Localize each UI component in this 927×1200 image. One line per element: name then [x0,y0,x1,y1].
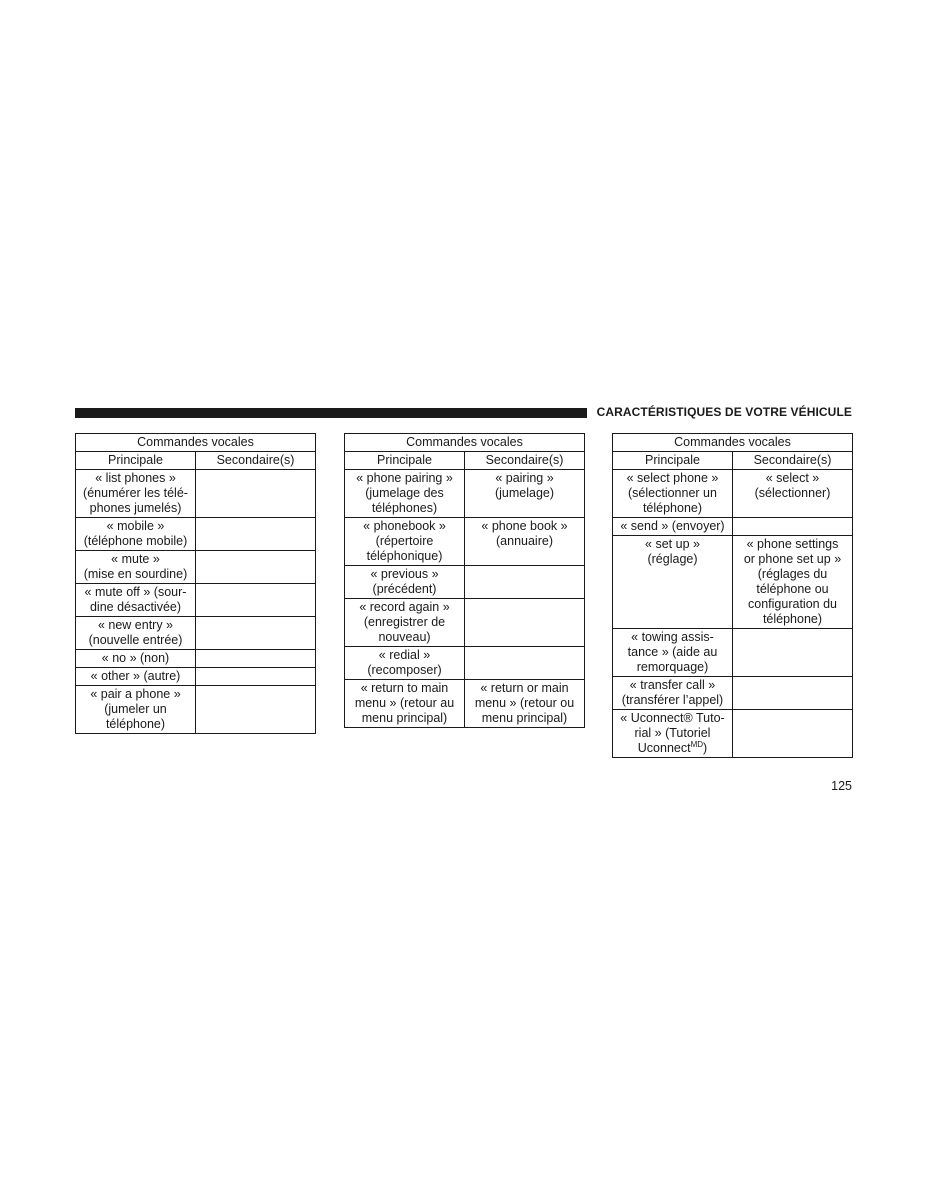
table-row [345,518,585,566]
primary-command: « phonebook » (répertoire téléphonique) [345,518,465,566]
voice-commands-table-3 [612,433,853,758]
primary-command: « send » (envoyer) [613,518,733,536]
table-row [76,668,316,686]
table-row [76,617,316,650]
primary-command: « pair a phone » (jumeler un téléphone) [76,686,196,734]
column-header-secondary: Secondaire(s) [465,452,585,470]
table-caption-row [345,434,585,452]
secondary-command: « phone settings or phone set up » (réglages du téléphone ou configuration du téléphone) [733,536,853,629]
table-caption: Commandes vocales [613,434,853,452]
table-row [613,470,853,518]
table-row [76,686,316,734]
table-row [613,518,853,536]
secondary-command [733,629,853,677]
table-row [345,599,585,647]
table-row [76,518,316,551]
primary-command: « transfer call » (transférer l’appel) [613,677,733,710]
primary-command: « select phone » (sélectionner un téléphone) [613,470,733,518]
voice-commands-table-1 [75,433,316,734]
secondary-command [465,566,585,599]
primary-command: « mute » (mise en sourdine) [76,551,196,584]
table-row [613,710,853,758]
table-caption-row [613,434,853,452]
column-header-primary: Principale [613,452,733,470]
table-row [613,677,853,710]
primary-command: « mobile » (téléphone mobile) [76,518,196,551]
table-row [345,680,585,728]
table-row [345,647,585,680]
secondary-command [196,518,316,551]
primary-command-close: ) [703,741,708,755]
secondary-command: « select » (sélectionner) [733,470,853,518]
primary-command: « new entry » (nouvelle entrée) [76,617,196,650]
secondary-command [196,584,316,617]
column-header-primary: Principale [345,452,465,470]
secondary-command [196,470,316,518]
secondary-command [196,617,316,650]
table-header-row [613,452,853,470]
secondary-command [196,551,316,584]
section-header-bar [75,408,587,418]
table-row [613,629,853,677]
primary-command: « return to main menu » (retour au menu principal) [345,680,465,728]
primary-command: « phone pairing » (jumelage des téléphones) [345,470,465,518]
primary-command: « other » (autre) [76,668,196,686]
secondary-command [733,518,853,536]
table-header-row [345,452,585,470]
secondary-command: « phone book » (annuaire) [465,518,585,566]
primary-command [613,710,733,758]
primary-command-text: « Uconnect® Tuto- rial » (Tutoriel Uconnect [620,711,725,755]
voice-commands-table-2 [344,433,585,728]
secondary-command [733,710,853,758]
primary-command: « towing assis- tance » (aide au remorquage) [613,629,733,677]
primary-command: « mute off » (sour- dine désactivée) [76,584,196,617]
primary-command: « no » (non) [76,650,196,668]
table-caption-row [76,434,316,452]
primary-command: « redial » (recomposer) [345,647,465,680]
primary-command: « record again » (enregistrer de nouveau) [345,599,465,647]
secondary-command [465,647,585,680]
table-row [345,470,585,518]
table-header-row [76,452,316,470]
secondary-command: « return or main menu » (retour ou menu principal) [465,680,585,728]
table-row [76,551,316,584]
column-header-secondary: Secondaire(s) [733,452,853,470]
secondary-command: « pairing » (jumelage) [465,470,585,518]
table-row [345,566,585,599]
secondary-command [733,677,853,710]
table-row [613,536,853,629]
table-row [76,470,316,518]
column-header-secondary: Secondaire(s) [196,452,316,470]
secondary-command [196,686,316,734]
table-row [76,584,316,617]
secondary-command [196,668,316,686]
secondary-command [465,599,585,647]
page-number: 125 [831,779,852,793]
trademark-superscript: MD [690,739,704,749]
table-caption: Commandes vocales [76,434,316,452]
primary-command: « list phones » (énumérer les télé- phones jumelés) [76,470,196,518]
primary-command: « previous » (précédent) [345,566,465,599]
primary-command: « set up » (réglage) [613,536,733,629]
table-caption: Commandes vocales [345,434,585,452]
section-title: CARACTÉRISTIQUES DE VOTRE VÉHICULE [596,405,852,419]
secondary-command [196,650,316,668]
column-header-primary: Principale [76,452,196,470]
table-row [76,650,316,668]
